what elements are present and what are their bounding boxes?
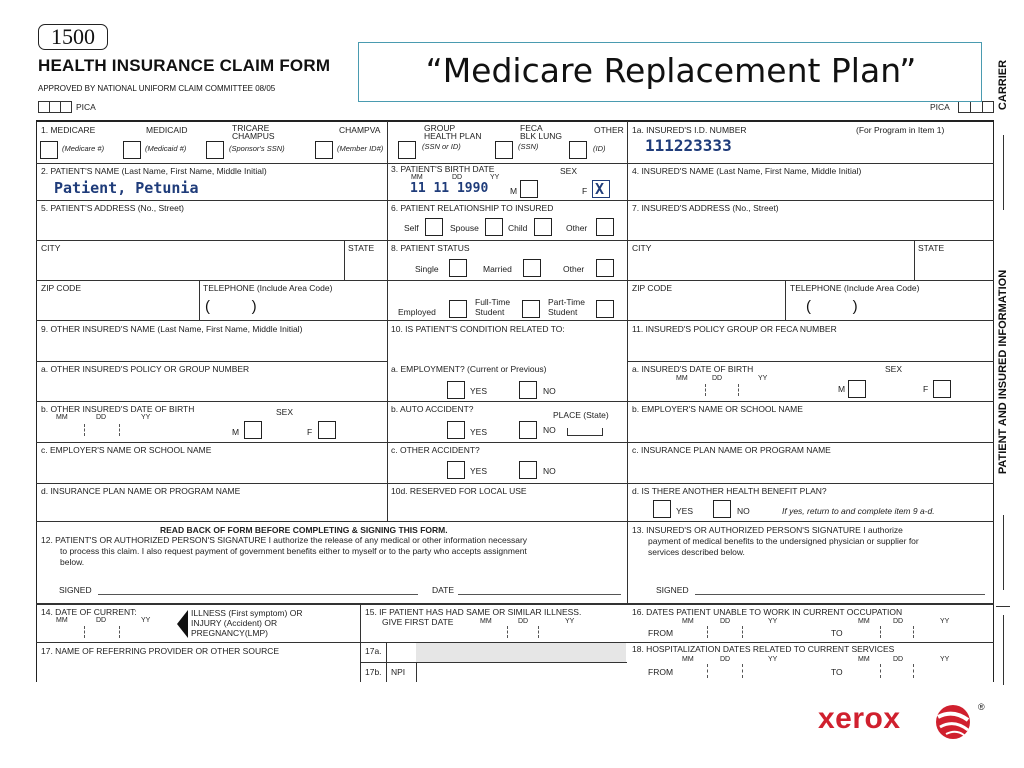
another-plan-no-checkbox[interactable] — [713, 500, 731, 518]
self-label: Self — [404, 223, 419, 233]
read-back-note: READ BACK OF FORM BEFORE COMPLETING & SIGNING THIS FORM. — [160, 525, 448, 535]
box9b-f-label: F — [307, 427, 313, 437]
box17-label: 17. NAME OF REFERRING PROVIDER OR OTHER SOURCE — [41, 646, 280, 656]
ssn-or-id-label: (SSN or ID) — [422, 142, 461, 151]
box15-line2: GIVE FIRST DATE — [382, 617, 454, 627]
part-time-label: Part-Time — [548, 297, 585, 307]
self-checkbox[interactable] — [425, 218, 443, 236]
other-accident-yes-label: YES — [470, 466, 488, 476]
employment-yes-label: YES — [470, 386, 488, 396]
blk-lung-label: BLK LUNG — [520, 131, 563, 141]
zip-label-right: ZIP CODE — [632, 283, 672, 293]
box18-from-label: FROM — [648, 667, 674, 677]
patient-name-value[interactable]: Patient, Petunia — [54, 179, 199, 197]
box18-to-mm: MM — [858, 656, 870, 663]
state-label-right: STATE — [918, 243, 945, 253]
employment-no-checkbox[interactable] — [519, 381, 537, 399]
box18-to-yy: YY — [940, 656, 950, 663]
birth-date-value[interactable]: 11 11 1990 — [410, 181, 489, 196]
box16-from-mm: MM — [682, 618, 694, 625]
box14-illness-2: INJURY (Accident) OR — [191, 618, 278, 628]
id-label: (ID) — [593, 144, 606, 153]
xerox-ball-icon — [934, 703, 972, 741]
box17b-label: 17b. — [365, 667, 382, 677]
box11-label: 11. INSURED'S POLICY GROUP OR FECA NUMBER — [632, 324, 837, 334]
state-label-left: STATE — [348, 243, 375, 253]
box16-label: 16. DATES PATIENT UNABLE TO WORK IN CURRENT OCCUPATION — [632, 607, 903, 617]
ssn-label: (SSN) — [518, 142, 539, 151]
box14-illness-1: ILLNESS (First symptom) OR — [191, 608, 303, 618]
box11b-label: b. EMPLOYER'S NAME OR SCHOOL NAME — [632, 404, 803, 414]
city-label-right: CITY — [632, 243, 652, 253]
sex-female-checkbox[interactable] — [592, 180, 610, 198]
box11a-mm: MM — [676, 375, 688, 382]
box9b-sex-label: SEX — [276, 407, 294, 417]
telephone-paren-right: ( ) — [806, 298, 858, 315]
child-label: Child — [508, 223, 528, 233]
if-yes-note: If yes, return to and complete item 9 a-d. — [782, 506, 935, 516]
box17a-label: 17a. — [365, 646, 382, 656]
other-accident-yes-checkbox[interactable] — [447, 461, 465, 479]
employed-label: Employed — [398, 307, 436, 317]
pica-right-label: PICA — [930, 102, 950, 112]
sex-male-checkbox[interactable] — [520, 180, 538, 198]
xerox-logo — [818, 700, 998, 746]
box9d-label: d. INSURANCE PLAN NAME OR PROGRAM NAME — [41, 486, 241, 496]
other-status-checkbox[interactable] — [596, 259, 614, 277]
box3-m-label: M — [510, 186, 518, 196]
other-accident-no-label: NO — [543, 466, 556, 476]
box8-label: 8. PATIENT STATUS — [391, 243, 470, 253]
other-rel-checkbox[interactable] — [596, 218, 614, 236]
box18-from-mm: MM — [682, 656, 694, 663]
another-plan-yes-label: YES — [676, 506, 694, 516]
box10d-label: 10d. RESERVED FOR LOCAL USE — [391, 486, 527, 496]
other-rel-label: Other — [566, 223, 588, 233]
pica-left-label: PICA — [76, 102, 96, 112]
member-id-label: (Member ID#) — [337, 144, 384, 153]
medicaid-label: MEDICAID — [146, 125, 188, 135]
insured-id-value[interactable]: 111223333 — [645, 136, 732, 155]
box18-to-label: TO — [831, 667, 843, 677]
for-program-label: (For Program in Item 1) — [856, 125, 945, 135]
box18-from-dd: DD — [720, 656, 731, 663]
form-title: HEALTH INSURANCE CLAIM FORM — [38, 56, 331, 75]
box12-line1: 12. PATIENT'S OR AUTHORIZED PERSON'S SIGNATURE I authorize the release of any medical or other information necessary — [41, 535, 528, 545]
medicare-num-label: (Medicare #) — [62, 144, 105, 153]
box16-to-label: TO — [831, 628, 843, 638]
city-label-left: CITY — [41, 243, 61, 253]
box1a-label: 1a. INSURED'S I.D. NUMBER — [632, 125, 747, 135]
telephone-label-right: TELEPHONE (Include Area Code) — [790, 283, 920, 293]
box9b-mm: MM — [56, 414, 68, 421]
box11d-label: d. IS THERE ANOTHER HEALTH BENEFIT PLAN? — [632, 486, 827, 496]
telephone-paren-left: ( ) — [205, 298, 257, 315]
box16-to-yy: YY — [940, 618, 950, 625]
box2-label: 2. PATIENT'S NAME (Last Name, First Name, Middle Initial) — [41, 166, 267, 176]
full-time-label: Full-Time — [475, 297, 511, 307]
plan-title: “Medicare Replacement Plan” — [425, 51, 917, 90]
auto-yes-checkbox[interactable] — [447, 421, 465, 439]
medicaid-checkbox[interactable] — [123, 141, 141, 159]
other-label: OTHER — [594, 125, 624, 135]
box3-dd: DD — [452, 174, 463, 181]
box10b-label: b. AUTO ACCIDENT? — [391, 404, 474, 414]
feca-label: FECA — [520, 123, 543, 133]
box6-label: 6. PATIENT RELATIONSHIP TO INSURED — [391, 203, 554, 213]
box3-f-label: F — [582, 186, 588, 196]
box15-mm: MM — [480, 618, 492, 625]
employment-yes-checkbox[interactable] — [447, 381, 465, 399]
box9b-f-checkbox[interactable] — [318, 421, 336, 439]
box9c-label: c. EMPLOYER'S NAME OR SCHOOL NAME — [41, 445, 212, 455]
married-checkbox[interactable] — [523, 259, 541, 277]
spouse-checkbox[interactable] — [485, 218, 503, 236]
tricare-checkbox[interactable] — [206, 141, 224, 159]
employment-no-label: NO — [543, 386, 556, 396]
box11a-dd: DD — [712, 375, 723, 382]
box13-line1: 13. INSURED'S OR AUTHORIZED PERSON'S SIGNATURE I authorize — [632, 525, 903, 535]
full-time-student-label: Student — [475, 307, 505, 317]
feca-checkbox[interactable] — [495, 141, 513, 159]
side-label-carrier: CARRIER — [997, 59, 1009, 111]
box11a-f-label: F — [923, 384, 929, 394]
box11a-f-checkbox[interactable] — [933, 380, 951, 398]
champva-label: CHAMPVA — [339, 125, 381, 135]
xerox-wordmark: xerox — [818, 702, 901, 735]
box3-label: 3. PATIENT'S BIRTH DATE — [391, 164, 495, 174]
box11a-m-label: M — [838, 384, 846, 394]
box10c-label: c. OTHER ACCIDENT? — [391, 445, 480, 455]
box3-yy: YY — [490, 174, 500, 181]
box12-line3: below. — [60, 557, 85, 567]
other-checkbox[interactable] — [569, 141, 587, 159]
box11a-m-checkbox[interactable] — [848, 380, 866, 398]
another-plan-no-label: NO — [737, 506, 750, 516]
box12-signed-label: SIGNED — [59, 585, 92, 595]
tricare-label: TRICARE — [232, 123, 270, 133]
champus-label: CHAMPUS — [232, 131, 275, 141]
employed-checkbox[interactable] — [449, 300, 467, 318]
full-time-checkbox[interactable] — [522, 300, 540, 318]
approved-text: APPROVED BY NATIONAL UNIFORM CLAIM COMMITTEE 08/05 — [38, 84, 276, 93]
part-time-student-label: Student — [548, 307, 578, 317]
other-accident-no-checkbox[interactable] — [519, 461, 537, 479]
telephone-label-left: TELEPHONE (Include Area Code) — [203, 283, 333, 293]
champva-checkbox[interactable] — [315, 141, 333, 159]
health-plan-label: HEALTH PLAN — [424, 131, 482, 141]
box11c-label: c. INSURANCE PLAN NAME OR PROGRAM NAME — [632, 445, 831, 455]
box9b-dd: DD — [96, 414, 107, 421]
box13-line3: services described below. — [648, 547, 745, 557]
box9a-label: a. OTHER INSURED'S POLICY OR GROUP NUMBER — [41, 364, 250, 374]
box15-line1: 15. IF PATIENT HAS HAD SAME OR SIMILAR ILLNESS. — [365, 607, 582, 617]
medicare-checkbox[interactable] — [40, 141, 58, 159]
box17a-shaded-field[interactable] — [416, 643, 626, 662]
box17b-npi-label: NPI — [391, 667, 406, 677]
box11a-sex-label: SEX — [885, 364, 903, 374]
auto-yes-label: YES — [470, 427, 488, 437]
box5-label: 5. PATIENT'S ADDRESS (No., Street) — [41, 203, 185, 213]
box9-label: 9. OTHER INSURED'S NAME (Last Name, First Name, Middle Initial) — [41, 324, 303, 334]
zip-label-left: ZIP CODE — [41, 283, 81, 293]
pica-boxes-left — [38, 101, 72, 113]
other-status-label: Other — [563, 264, 585, 274]
box18-label: 18. HOSPITALIZATION DATES RELATED TO CURRENT SERVICES — [632, 644, 895, 654]
box14-label: 14. DATE OF CURRENT: — [41, 607, 137, 617]
form-number: 1500 — [38, 24, 108, 50]
box9b-label: b. OTHER INSURED'S DATE OF BIRTH — [41, 404, 195, 414]
box7-label: 7. INSURED'S ADDRESS (No., Street) — [632, 203, 779, 213]
box3-sex-label: SEX — [560, 166, 578, 176]
single-checkbox[interactable] — [449, 259, 467, 277]
box4-label: 4. INSURED'S NAME (Last Name, First Name, Middle Initial) — [632, 166, 862, 176]
box1-label: 1. MEDICARE — [41, 125, 96, 135]
box11a-yy: YY — [758, 375, 768, 382]
box12-line2: to process this claim. I also request payment of government benefits either to myself or to the party who accepts assignment — [60, 546, 527, 556]
box10-label: 10. IS PATIENT'S CONDITION RELATED TO: — [391, 324, 565, 334]
box16-to-mm: MM — [858, 618, 870, 625]
box16-to-dd: DD — [893, 618, 904, 625]
box15-yy: YY — [565, 618, 575, 625]
sex-mark: X — [595, 180, 605, 198]
box16-from-yy: YY — [768, 618, 778, 625]
married-label: Married — [483, 264, 512, 274]
box14-arrow-icon — [177, 610, 188, 638]
box9b-m-checkbox[interactable] — [244, 421, 262, 439]
sponsor-ssn-label: (Sponsor's SSN) — [229, 144, 285, 153]
box16-from-dd: DD — [720, 618, 731, 625]
child-checkbox[interactable] — [534, 218, 552, 236]
box15-dd: DD — [518, 618, 529, 625]
box14-illness-3: PREGNANCY(LMP) — [191, 628, 268, 638]
box18-to-dd: DD — [893, 656, 904, 663]
box12-date-label: DATE — [432, 585, 455, 595]
spouse-label: Spouse — [450, 223, 479, 233]
single-label: Single — [415, 264, 439, 274]
plan-title-box — [358, 42, 982, 102]
box18-from-yy: YY — [768, 656, 778, 663]
medicaid-num-label: (Medicaid #) — [145, 144, 187, 153]
auto-no-label: NO — [543, 425, 556, 435]
place-state-field[interactable] — [567, 428, 603, 436]
box9b-yy: YY — [141, 414, 151, 421]
group-checkbox[interactable] — [398, 141, 416, 159]
box11a-label: a. INSURED'S DATE OF BIRTH — [632, 364, 754, 374]
group-label: GROUP — [424, 123, 456, 133]
box13-signed-label: SIGNED — [656, 585, 689, 595]
another-plan-yes-checkbox[interactable] — [653, 500, 671, 518]
box14-dd: DD — [96, 617, 107, 624]
place-state-label: PLACE (State) — [553, 410, 609, 420]
part-time-checkbox[interactable] — [596, 300, 614, 318]
box9b-m-label: M — [232, 427, 240, 437]
xerox-registered-mark: ® — [978, 702, 985, 712]
box14-mm: MM — [56, 617, 68, 624]
pica-boxes-right — [958, 101, 994, 113]
box13-line2: payment of medical benefits to the undersigned physician or supplier for — [648, 536, 919, 546]
box14-yy: YY — [141, 617, 151, 624]
box16-from-label: FROM — [648, 628, 674, 638]
box10a-label: a. EMPLOYMENT? (Current or Previous) — [391, 364, 547, 374]
box3-mm: MM — [411, 174, 423, 181]
auto-no-checkbox[interactable] — [519, 421, 537, 439]
side-label-patient: PATIENT AND INSURED INFORMATION — [997, 269, 1009, 475]
